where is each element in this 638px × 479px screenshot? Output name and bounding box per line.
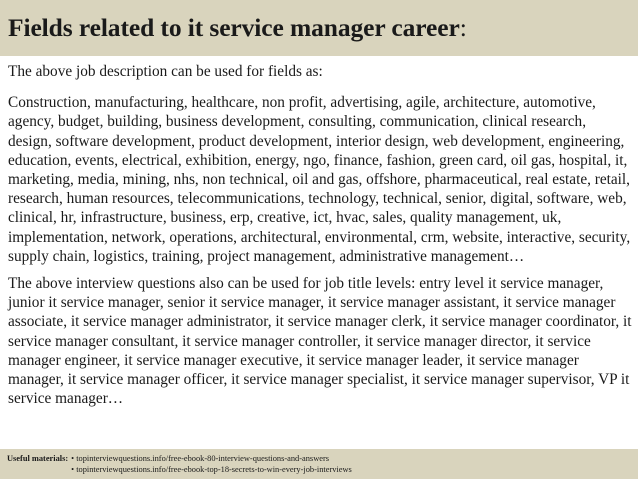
footer-link-ebook-18-secrets[interactable]: • topinterviewquestions.info/free-ebook-top-18-secrets-to-win-every-job-interviews bbox=[71, 464, 352, 474]
slide-body bbox=[8, 62, 632, 408]
slide-title-text: Fields related to it service manager career bbox=[8, 13, 460, 42]
fields-list: Construction, manufacturing, healthcare, non profit, advertising, agile, architecture, automotive, agency, budget, building, business development, consulting, communication, clinical research, design, software development, product development, interior design, web development, engineering, education, events, electrical, exhibition, energy, ngo, finance, fashion, green card, oil gas, hospital, it, marketing, media, mining, nhs, non technical, oil and gas, offshore, pharmaceutical, real estate, retail, research, human resources, telecommunications, technology, technical, senior, digital, software, web, clinical, hr, infrastructure, business, erp, creative, ict, hvac, sales, quality management, uk, implementation, network, operations, architectural, environmental, crm, website, interactive, security, supply chain, logistics, training, project management, administrative management… bbox=[8, 94, 631, 265]
job-levels-text: The above interview questions also can be used for job title levels: entry level it service manager, junior it service manager, senior it service manager, it service manager assistant, it service manager associate, it service manager administrator, it service manager clerk, it service manager coordinator, it service manager consultant, it service manager controller, it service manager director, it service manager engineer, it service manager executive, it service manager leader, it service manager manager, it service manager officer, it service manager specialist, it service manager supervisor, VP it service manager… bbox=[8, 275, 632, 408]
slide-title bbox=[8, 13, 467, 43]
intro-text: The above job description can be used for fields as: bbox=[8, 63, 323, 80]
footer-links bbox=[71, 454, 352, 475]
title-bar bbox=[0, 0, 638, 56]
footer-bar bbox=[0, 449, 638, 479]
footer-link-ebook-80-questions[interactable]: • topinterviewquestions.info/free-ebook-80-interview-questions-and-answers bbox=[71, 454, 330, 463]
footer-label: Useful materials: bbox=[7, 454, 69, 463]
footer-content bbox=[7, 454, 352, 475]
slide-title-colon: : bbox=[459, 13, 467, 42]
